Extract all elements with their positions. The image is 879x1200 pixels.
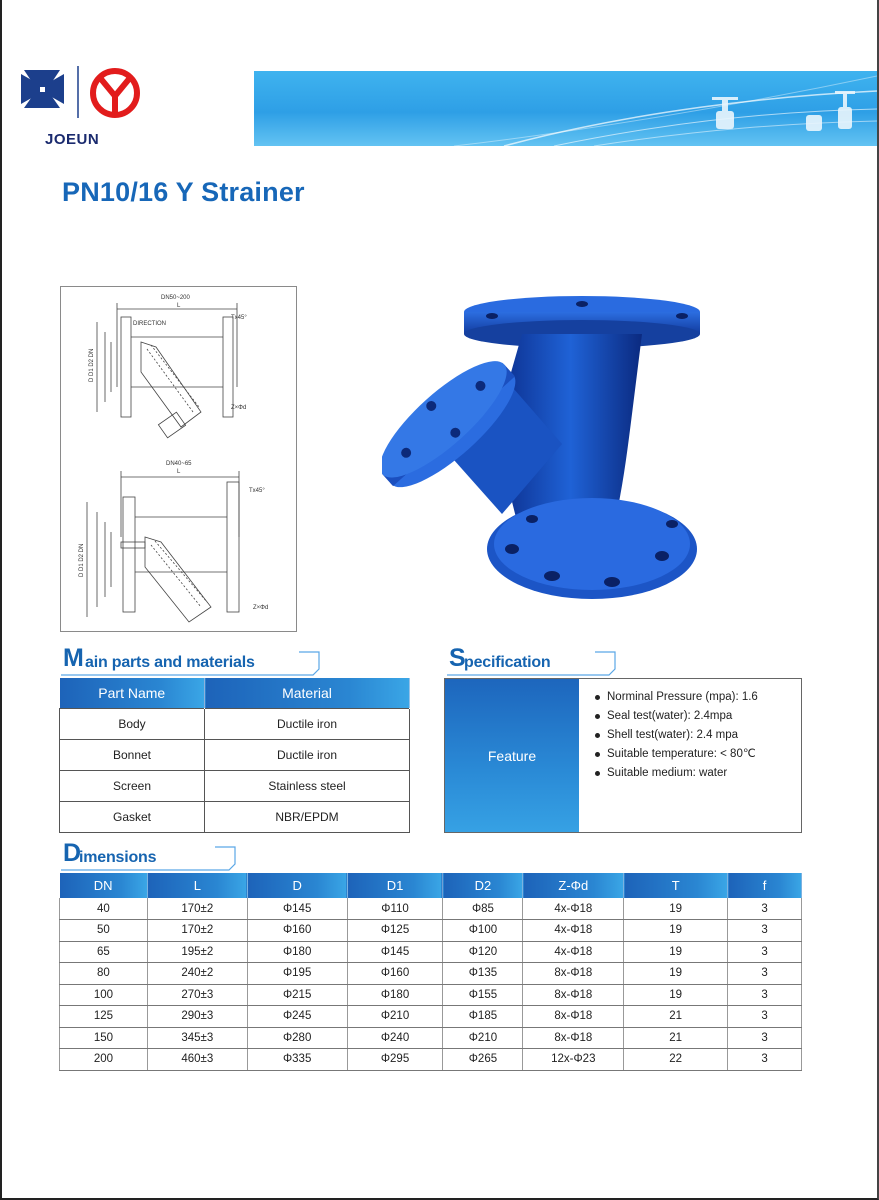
drawing-direction: DIRECTION — [133, 321, 166, 327]
dims-cell: 8x-Φ18 — [523, 963, 624, 985]
part-material: Stainless steel — [205, 770, 410, 801]
table-row — [60, 1049, 802, 1071]
strainer-drawing-icon — [61, 287, 298, 633]
dims-header-l: L — [147, 873, 247, 898]
dims-cell: 3 — [728, 898, 802, 920]
dims-cell: Φ215 — [247, 984, 347, 1006]
section-dims-header — [61, 839, 237, 871]
dims-cell: Φ245 — [247, 1006, 347, 1028]
part-name: Bonnet — [60, 739, 205, 770]
table-row — [60, 1006, 802, 1028]
drawing-bottom-length: L — [177, 469, 181, 475]
dims-cell: 345±3 — [147, 1027, 247, 1049]
list-item: Suitable medium: water — [595, 764, 758, 783]
dims-cell: 100 — [60, 984, 148, 1006]
drawing-bottom-z: Z×Φd — [253, 605, 269, 611]
dims-cell: Φ210 — [347, 1006, 443, 1028]
dims-cell: Φ335 — [247, 1049, 347, 1071]
dims-cell: 19 — [624, 898, 728, 920]
dims-cell: Φ195 — [247, 963, 347, 985]
dims-cell: 12x-Φ23 — [523, 1049, 624, 1071]
dims-cell: 3 — [728, 941, 802, 963]
dims-cell: Φ145 — [347, 941, 443, 963]
dims-cell: Φ280 — [247, 1027, 347, 1049]
dims-header-d1: D1 — [347, 873, 443, 898]
feature-list — [595, 688, 758, 783]
drawing-top-dims: D D1 D2 DN — [89, 348, 95, 382]
dims-cell: 21 — [624, 1027, 728, 1049]
dims-cell: 3 — [728, 984, 802, 1006]
dims-cell: 125 — [60, 1006, 148, 1028]
dims-cell: 8x-Φ18 — [523, 1006, 624, 1028]
list-item: Seal test(water): 2.4mpa — [595, 707, 758, 726]
dims-cell: Φ100 — [443, 920, 523, 942]
dims-cell: Φ185 — [443, 1006, 523, 1028]
dims-cell: 240±2 — [147, 963, 247, 985]
dims-cell: 290±3 — [147, 1006, 247, 1028]
table-row — [60, 739, 410, 770]
dims-cell: Φ160 — [347, 963, 443, 985]
section-dims-cap: D — [63, 839, 82, 867]
dims-cell: 3 — [728, 920, 802, 942]
part-name: Screen — [60, 770, 205, 801]
dims-cell: Φ180 — [347, 984, 443, 1006]
header-banner — [254, 71, 877, 146]
dims-cell: Φ210 — [443, 1027, 523, 1049]
dims-cell: 3 — [728, 1006, 802, 1028]
dims-header-d: D — [247, 873, 347, 898]
parts-table — [59, 678, 410, 833]
dims-cell: Φ135 — [443, 963, 523, 985]
dims-cell: 21 — [624, 1006, 728, 1028]
drawing-bottom-t: Tx45° — [249, 488, 265, 494]
dims-cell: 3 — [728, 963, 802, 985]
dims-cell: Φ120 — [443, 941, 523, 963]
section-spec-cap: S — [449, 644, 466, 672]
part-material: NBR/EPDM — [205, 801, 410, 832]
dims-cell: 80 — [60, 963, 148, 985]
drawing-top-z: Z×Φd — [231, 405, 247, 411]
dims-cell: 4x-Φ18 — [523, 898, 624, 920]
table-row — [60, 963, 802, 985]
drawing-bottom-dims: D D1 D2 DN — [79, 543, 85, 577]
drawing-top-t: Tx45° — [231, 315, 247, 321]
dims-cell: Φ265 — [443, 1049, 523, 1071]
list-item: Shell test(water): 2.4 mpa — [595, 726, 758, 745]
dims-cell: 3 — [728, 1027, 802, 1049]
dims-header-z: Z-Φd — [523, 873, 624, 898]
dims-header-t: T — [624, 873, 728, 898]
dimensions-table-body — [60, 898, 802, 1070]
dims-cell: 195±2 — [147, 941, 247, 963]
y-strainer-photo-icon — [382, 294, 702, 614]
dims-cell: 170±2 — [147, 920, 247, 942]
section-dims-title: imensions — [79, 849, 157, 866]
dims-cell: 65 — [60, 941, 148, 963]
table-row — [60, 1027, 802, 1049]
part-material: Ductile iron — [205, 739, 410, 770]
dims-cell: 3 — [728, 1049, 802, 1071]
table-row — [60, 984, 802, 1006]
dims-cell: Φ145 — [247, 898, 347, 920]
dims-cell: 19 — [624, 984, 728, 1006]
section-spec-title: pecification — [464, 654, 551, 671]
feature-label: Feature — [445, 679, 579, 832]
dims-cell: 40 — [60, 898, 148, 920]
list-item: Norminal Pressure (mpa): 1.6 — [595, 688, 758, 707]
table-row — [60, 898, 802, 920]
dims-cell: Φ125 — [347, 920, 443, 942]
dims-cell: 4x-Φ18 — [523, 920, 624, 942]
dims-cell: 460±3 — [147, 1049, 247, 1071]
section-parts-cap: M — [63, 644, 84, 672]
part-material: Ductile iron — [205, 708, 410, 739]
drawing-top-length: L — [177, 303, 181, 309]
banner-decoration-icon — [254, 71, 877, 146]
dims-header-dn: DN — [60, 873, 148, 898]
dims-cell: 19 — [624, 941, 728, 963]
dims-cell: 270±3 — [147, 984, 247, 1006]
drawing-top-label: DN50~200 — [161, 295, 190, 301]
dims-cell: 200 — [60, 1049, 148, 1071]
dims-cell: 8x-Φ18 — [523, 1027, 624, 1049]
table-row — [60, 920, 802, 942]
dims-cell: 19 — [624, 963, 728, 985]
dims-cell: Φ180 — [247, 941, 347, 963]
dims-cell: 4x-Φ18 — [523, 941, 624, 963]
dims-cell: 19 — [624, 920, 728, 942]
dims-cell: Φ155 — [443, 984, 523, 1006]
dims-cell: 8x-Φ18 — [523, 984, 624, 1006]
parts-header-material: Material — [205, 678, 410, 708]
dims-cell: 50 — [60, 920, 148, 942]
dims-cell: Φ295 — [347, 1049, 443, 1071]
table-row — [60, 708, 410, 739]
dims-cell: 150 — [60, 1027, 148, 1049]
section-spec-header — [447, 644, 617, 676]
parts-header-part: Part Name — [60, 678, 205, 708]
page-title: PN10/16 Y Strainer — [62, 177, 305, 207]
section-parts-title: ain parts and materials — [85, 654, 255, 671]
part-name: Body — [60, 708, 205, 739]
drawing-bottom-label: DN40~65 — [166, 461, 192, 467]
part-name: Gasket — [60, 801, 205, 832]
table-row — [60, 941, 802, 963]
table-row — [60, 801, 410, 832]
dims-cell: Φ110 — [347, 898, 443, 920]
specification-box — [444, 678, 802, 833]
dims-cell: Φ240 — [347, 1027, 443, 1049]
dimensions-table — [59, 873, 802, 1071]
dims-cell: 170±2 — [147, 898, 247, 920]
dims-cell: 22 — [624, 1049, 728, 1071]
dims-header-d2: D2 — [443, 873, 523, 898]
section-parts-header — [61, 644, 321, 676]
dims-header-f: f — [728, 873, 802, 898]
list-item: Suitable temperature: < 80℃ — [595, 745, 758, 764]
table-row — [60, 770, 410, 801]
brand-name: JOEUN — [45, 131, 100, 148]
dims-cell: Φ160 — [247, 920, 347, 942]
technical-drawing — [60, 286, 297, 632]
dims-cell: Φ85 — [443, 898, 523, 920]
